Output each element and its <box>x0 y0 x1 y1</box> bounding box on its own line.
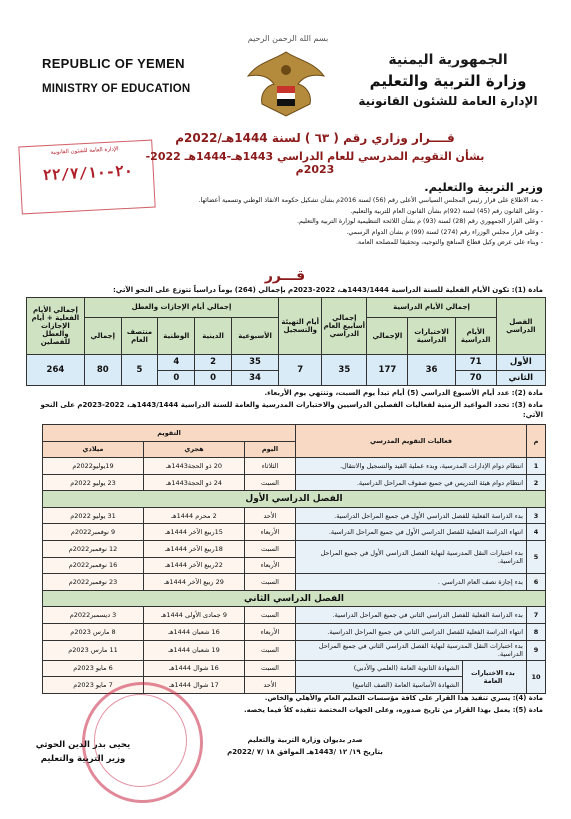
row-num: 8 <box>527 623 546 640</box>
signature-block <box>28 738 138 766</box>
row-hijri: 18ربيع الآخر 1444هـ <box>144 541 245 558</box>
clause: - وبناء على عرض وكيل قطاع المناهج والتوجيه، وتحقيقا للمصلحة العامة. <box>356 239 543 247</box>
th-hijri: هجري <box>144 441 245 458</box>
english-header <box>42 56 190 95</box>
cell-national: 4 <box>158 355 195 370</box>
article-5: مادة (5): يعمل بهذا القرار من تاريخ صدوره، وعلى الجهات المختصة تنفيذه كلاً فيما يخصه. <box>244 706 543 714</box>
table-row <box>43 574 546 591</box>
article-1: مادة (1): تكون الأيام الفعلية للسنة الدراسية 1443/1444هـ، 2022-2023م بإجمالي (264) يوماً دراسياً تتوزع على النحو الآتي: <box>112 286 543 294</box>
row-desc: بدء اختبارات النقل المدرسية لنهاية الفصل الدراسي الأول في جميع المراحل الدراسية. <box>296 541 527 574</box>
th-weeks: إجمالي أسابيع العام الدراسي <box>322 298 367 355</box>
row-day: السبت <box>245 640 296 660</box>
cell-weekly: 34 <box>231 370 278 385</box>
th-mid: منتصف العام <box>121 317 158 354</box>
row-day: السبت <box>245 574 296 591</box>
row-num: 2 <box>527 474 546 491</box>
cell-days: 71 <box>455 355 496 370</box>
table-row <box>43 507 546 524</box>
calendar-table <box>42 424 546 694</box>
row-hijri: 2 محرم 1444هـ <box>144 507 245 524</box>
th-national: الوطنية <box>158 317 195 354</box>
th-religious: الدينية <box>195 317 232 354</box>
cell-total: 177 <box>367 355 408 386</box>
row-day: الأربعاء <box>245 557 296 574</box>
table-row <box>43 541 546 558</box>
th-gregorian: ميلادي <box>43 441 144 458</box>
row-hijri: 17 شوال 1444هـ <box>144 677 245 694</box>
row-day: الثلاثاء <box>245 458 296 475</box>
row-num: 10 <box>527 660 546 693</box>
th-weekly: الأسبوعية <box>231 317 278 354</box>
row-day: السبت <box>245 660 296 677</box>
th-calendar: التقويم <box>43 425 296 442</box>
basmala: بسم الله الرحمن الرحيم <box>247 34 329 43</box>
row-hijri: 19 شعبان 1444هـ <box>144 640 245 660</box>
cell-religious: 0 <box>195 370 232 385</box>
row-hijri: 22ربيع الآخر 1444هـ <box>144 557 245 574</box>
stamp-dept: الإدارة العامة للشئون القانونية <box>50 146 119 156</box>
row-desc: انتهاء الدراسة الفعلية للفصل الدراسي الثاني في جميع المراحل الدراسية. <box>296 623 527 640</box>
table-row <box>43 458 546 475</box>
decree-subtitle: بشأن التقويم المدرسي للعام الدراسي 1443هـ-1444هـ 2022-2023م <box>145 150 485 176</box>
row-greg: 3 ديسمبر2022م <box>43 607 144 624</box>
row-greg: 23 يوليو 2022م <box>43 474 144 491</box>
issued-date: بتاريخ ١٩/ ١٢ /1443هـ الموافق ١٨ /٧ /2022م <box>227 748 383 756</box>
row-num: 7 <box>527 607 546 624</box>
ministry-label: MINISTRY OF EDUCATION <box>42 83 191 95</box>
cell-grand: 264 <box>27 355 85 386</box>
cell-term: الثاني <box>496 370 545 385</box>
table-row <box>43 474 546 491</box>
th-exams: الاختبارات الدراسية <box>408 317 455 354</box>
th-num: م <box>527 425 546 458</box>
signatory-title: وزير التربية والتعليم <box>40 754 126 764</box>
issued-place: صدر بديوان وزارة التربية والتعليم <box>247 736 363 744</box>
table-row <box>43 623 546 640</box>
row-desc: بدء الدراسة الفعلية للفصل الدراسي الثاني في جميع المراحل الدراسية. <box>296 607 527 624</box>
row-greg: 7 مايو 2023م <box>43 677 144 694</box>
row-desc: انتظام دوام هيئة التدريس في جميع صفوف المراحل الدراسية. <box>296 474 527 491</box>
table-row <box>43 640 546 660</box>
row-day: الأحد <box>245 507 296 524</box>
row-desc: الشهادة الثانوية العامة (العلمي والأدبي) <box>296 660 463 677</box>
row-num: 5 <box>527 541 546 574</box>
row-num: 9 <box>527 640 546 660</box>
preamble-clauses <box>73 196 543 249</box>
article-2: مادة (2): عدد أيام الأسبوع الدراسي (5) أيام تبدأ يوم السبت، وتنتهي يوم الأربعاء. <box>264 389 543 397</box>
th-days: الأيام الدراسية <box>455 317 496 354</box>
row-day: الأربعاء <box>245 623 296 640</box>
row-day: الأربعاء <box>245 524 296 541</box>
row-greg: 19يوليو2022م <box>43 458 144 475</box>
row-day: السبت <box>245 474 296 491</box>
clause: - وعلى القانون رقم (45) لسنة (92)م بشأن القانون العام للتربية والتعليم. <box>350 207 543 215</box>
section-second-term: الفصل الدراسي الثاني <box>43 590 546 607</box>
row-greg: 12 نوفمبر2022م <box>43 541 144 558</box>
row-desc: انتظام دوام الإدارات المدرسية، وبدء عملية القيد والتسجيل والانتقال. <box>296 458 527 475</box>
minister-heading: وزير التربية والتعليم. <box>424 180 543 194</box>
clause: - وعلى قرار مجلس الوزراء رقم (274) لسنة (99) م بشأن الدوام الرسمي. <box>346 228 543 236</box>
cell-days: 70 <box>455 370 496 385</box>
row-hijri: 9 جمادى الأولى 1444هـ <box>144 607 245 624</box>
row-hijri: 15ربيع الآخر 1444هـ <box>144 524 245 541</box>
th-sum: إجمالي <box>84 317 121 354</box>
th-reg: أيام التهيئة والتسجيل <box>279 298 322 355</box>
row-num: 6 <box>527 574 546 591</box>
cell-reg: 35 <box>322 355 367 386</box>
th-day: اليوم <box>245 441 296 458</box>
row-desc: بدء الدراسة الفعلية للفصل الدراسي الأول في جميع المراحل الدراسية. <box>296 507 527 524</box>
cell-exams: 36 <box>408 355 455 386</box>
row-greg: 16 نوفمبر2022م <box>43 557 144 574</box>
row-hijri: 16 شعبان 1444هـ <box>144 623 245 640</box>
row-greg: 9 نوفمبر2022م <box>43 524 144 541</box>
table-row <box>43 524 546 541</box>
row-desc: انتهاء الدراسة الفعلية للفصل الدراسي الأول في جميع المراحل الدراسية. <box>296 524 527 541</box>
section-first-term: الفصل الدراسي الأول <box>43 491 546 508</box>
cell-weeks: 7 <box>279 355 322 386</box>
decree-title: قــــرار وزاري رقم ( ٦٣ ) لسنة 1444هـ/2022م <box>175 131 455 145</box>
ministry-arabic: وزارة التربية والتعليم <box>369 72 527 90</box>
cell-religious: 2 <box>195 355 232 370</box>
row-day: الأحد <box>245 677 296 694</box>
cell-term: الأول <box>496 355 545 370</box>
row-day: السبت <box>245 607 296 624</box>
row-num: 4 <box>527 524 546 541</box>
row-desc: الشهادة الأساسية العامة (الصف التاسع) <box>296 677 463 694</box>
legal-dept-arabic: الإدارة العامة للشئون القانونية <box>358 94 538 108</box>
row-hijri: 29 ربيع الآخر 1444هـ <box>144 574 245 591</box>
days-table <box>26 297 546 386</box>
row-num: 3 <box>527 507 546 524</box>
yemen-emblem-icon <box>244 46 328 120</box>
th-total: الإجمالي <box>367 317 408 354</box>
th-grand: إجمالي الأيام الفعلية + أيام الإجازات والعطل للفصلين <box>27 298 85 355</box>
row-greg: 23 نوفمبر2022م <box>43 574 144 591</box>
issue-info <box>220 734 390 758</box>
row-hijri: 24 ذو الحجة1443هـ <box>144 474 245 491</box>
row-greg: 11 مارس 2023م <box>43 640 144 660</box>
table-row <box>43 660 546 677</box>
row-hijri: 16 شوال 1444هـ <box>144 660 245 677</box>
clause: - وعلى القرار الجمهوري رقم (28) لسنة (93) م بشأن اللائحة التنظيمية لوزارة التربية والتعليم. <box>296 218 543 226</box>
signatory-name: يحيى بدر الدين الحوثي <box>35 740 131 750</box>
arabic-header <box>353 52 543 108</box>
th-term: الفصل الدراسي <box>496 298 545 355</box>
republic-label: REPUBLIC OF YEMEN <box>42 56 185 71</box>
article-3: مادة (3): تحدد المواعيد الزمنية لفعاليات الفصلين الدراسيين والاختبارات المدرسية والعامة للسنة الدراسية 1443/1444هـ، 2022-2023م على النحو الآتي: <box>40 401 543 419</box>
stamp-number: ٢٠-٢٢/٧/١٠ <box>42 161 134 185</box>
row-greg: 6 مايو 2023م <box>43 660 144 677</box>
article-4: مادة (4): يسري تنفيذ هذا القرار على كافة مؤسسات التعليم العام والأهلي والخاص. <box>264 694 543 702</box>
cell-mid: 5 <box>121 355 158 386</box>
cell-national: 0 <box>158 370 195 385</box>
row-greg: 8 مارس 2023م <box>43 623 144 640</box>
th-holidays-total: إجمالي أيام الإجازات والعطل <box>84 298 278 318</box>
decided-heading: قـــرر <box>264 268 306 284</box>
th-school-days-total: إجمالي الأيام الدراسية <box>367 298 496 318</box>
table-row <box>27 355 546 370</box>
th-activity: فعاليات التقويم المدرسي <box>296 425 527 458</box>
row-day: السبت <box>245 541 296 558</box>
row-desc: بدء إجازة نصف العام الدراسي . <box>296 574 527 591</box>
republic-arabic: الجمهورية اليمنية <box>388 52 508 68</box>
cell-sum: 80 <box>84 355 121 386</box>
exam-label: بدء الاختبارات العامة <box>463 660 527 693</box>
clause: - بعد الاطلاع على قرار رئيس المجلس السياسي الأعلى رقم (56) لسنة 2016م بشأن تشكيل حكومة الانقاذ الوطني وتسمية أعضائها. <box>198 197 543 204</box>
row-hijri: 20 ذو الحجة1443هـ <box>144 458 245 475</box>
cell-weekly: 35 <box>231 355 278 370</box>
row-greg: 31 يوليو 2022م <box>43 507 144 524</box>
table-row <box>43 607 546 624</box>
row-num: 1 <box>527 458 546 475</box>
row-desc: بدء اختبارات النقل المدرسية لنهاية الفصل الدراسي الثاني في جميع المراحل الدراسية. <box>296 640 527 660</box>
